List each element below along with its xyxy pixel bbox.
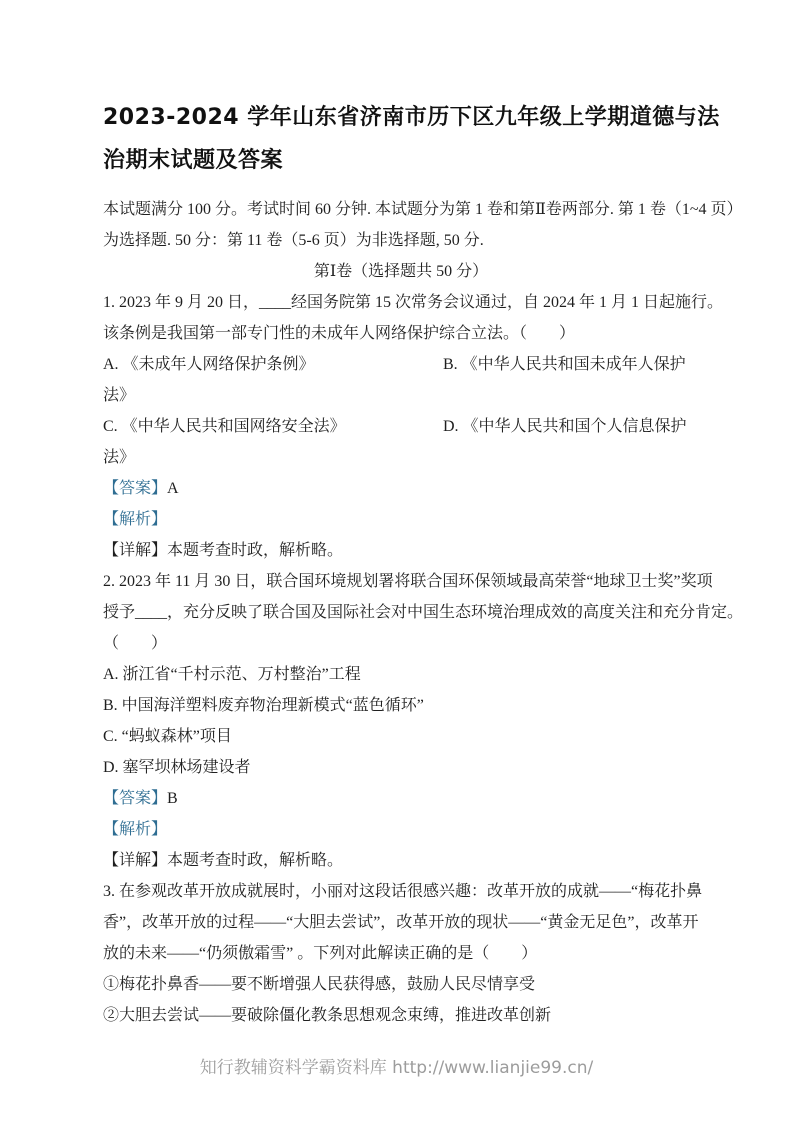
- question-2-stem-line-2: 授予____，充分反映了联合国及国际社会对中国生态环境治理成效的高度关注和充分肯定。: [103, 604, 744, 621]
- site-watermark-footer: 知行教辅资料学霸资料库 http://www.lianjie99.cn/: [199, 1058, 594, 1078]
- question-1-stem-line-2: 该条例是我国第一部专门性的未成年人网络保护综合立法。（ ）: [103, 325, 576, 342]
- question-2-stem-line-1: 2. 2023 年 11 月 30 日，联合国环境规划署将联合国环保领域最高荣誉“地球卫士奖”奖项: [103, 573, 713, 590]
- question-1-stem-line-1: 1. 2023 年 9 月 20 日，____经国务院第 15 次常务会议通过，自 2024 年 1 月 1 日起施行。: [103, 294, 724, 311]
- question-1-option-b: B. 《中华人民共和国未成年人保护: [443, 356, 686, 373]
- question-1-option-a: A. 《未成年人网络保护条例》: [103, 356, 315, 373]
- exam-title-line-1: 2023-2024 学年山东省济南市历下区九年级上学期道德与法: [103, 105, 720, 130]
- exam-title-line-2: 治期末试题及答案: [103, 148, 284, 173]
- section-1-heading: 第Ⅰ卷（选择题共 50 分）: [313, 263, 489, 280]
- detail-label: 【详解】: [103, 852, 168, 869]
- detail-label: 【详解】: [103, 542, 168, 559]
- question-2-answer-line: [103, 783, 699, 814]
- question-1-answer-value: A: [167, 480, 179, 497]
- question-1-analysis-line: [103, 504, 699, 535]
- answer-label: 【答案】: [103, 790, 168, 807]
- question-1-option-d: D. 《中华人民共和国个人信息保护: [443, 418, 687, 435]
- question-2-answer-value: B: [167, 790, 178, 807]
- answer-label: 【答案】: [103, 480, 168, 497]
- question-2-option-b: B. 中国海洋塑料废弃物治理新模式“蓝色循环”: [103, 697, 424, 714]
- question-2-detail-text: 本题考查时政，解析略。: [167, 852, 344, 869]
- question-2-option-c: C. “蚂蚁森林”项目: [103, 728, 232, 745]
- exam-content: [103, 194, 744, 1031]
- question-1-detail-line: [103, 535, 699, 566]
- exam-intro-line-2: 为选择题. 50 分：第 11 卷（5-6 页）为非选择题, 50 分.: [103, 232, 484, 249]
- question-3-item-2: ②大胆去尝试——要破除僵化教条思想观念束缚，推进改革创新: [103, 1007, 552, 1024]
- question-2-option-a: A. 浙江省“千村示范、万村整治”工程: [103, 666, 361, 683]
- question-1-option-d-wrap: 法》: [103, 449, 136, 466]
- question-1-options-row-2: [103, 411, 699, 442]
- question-1-answer-line: [103, 473, 699, 504]
- question-1-options-row-1: [103, 349, 699, 380]
- question-3-item-1: ①梅花扑鼻香——要不断增强人民获得感，鼓励人民尽情享受: [103, 976, 536, 993]
- question-2-option-d: D. 塞罕坝林场建设者: [103, 759, 251, 776]
- question-3-stem-line-2: 香”，改革开放的过程——“大胆去尝试”，改革开放的现状——“黄金无足色”，改革开: [103, 914, 699, 931]
- analysis-label: 【解析】: [103, 511, 168, 528]
- analysis-label: 【解析】: [103, 821, 168, 838]
- question-2-analysis-line: [103, 814, 699, 845]
- question-1-option-c: C. 《中华人民共和国网络安全法》: [103, 418, 346, 435]
- question-3-stem-line-3: 放的未来——“仍须傲霜雪” 。下列对此解读正确的是（ ）: [103, 945, 538, 962]
- document-body: [103, 0, 744, 1031]
- exam-title: [103, 96, 720, 182]
- exam-intro-line-1: 本试题满分 100 分。考试时间 60 分钟. 本试题分为第 1 卷和第Ⅱ卷两部分. 第 1 卷（1~4 页）: [103, 201, 743, 218]
- question-1-detail-text: 本题考查时政，解析略。: [167, 542, 344, 559]
- question-2-detail-line: [103, 845, 699, 876]
- question-3-stem-line-1: 3. 在参观改革开放成就展时，小丽对这段话很感兴趣：改革开放的成就——“梅花扑鼻: [103, 883, 703, 900]
- question-1-option-b-wrap: 法》: [103, 387, 136, 404]
- question-2-stem-line-3: （ ）: [103, 635, 168, 652]
